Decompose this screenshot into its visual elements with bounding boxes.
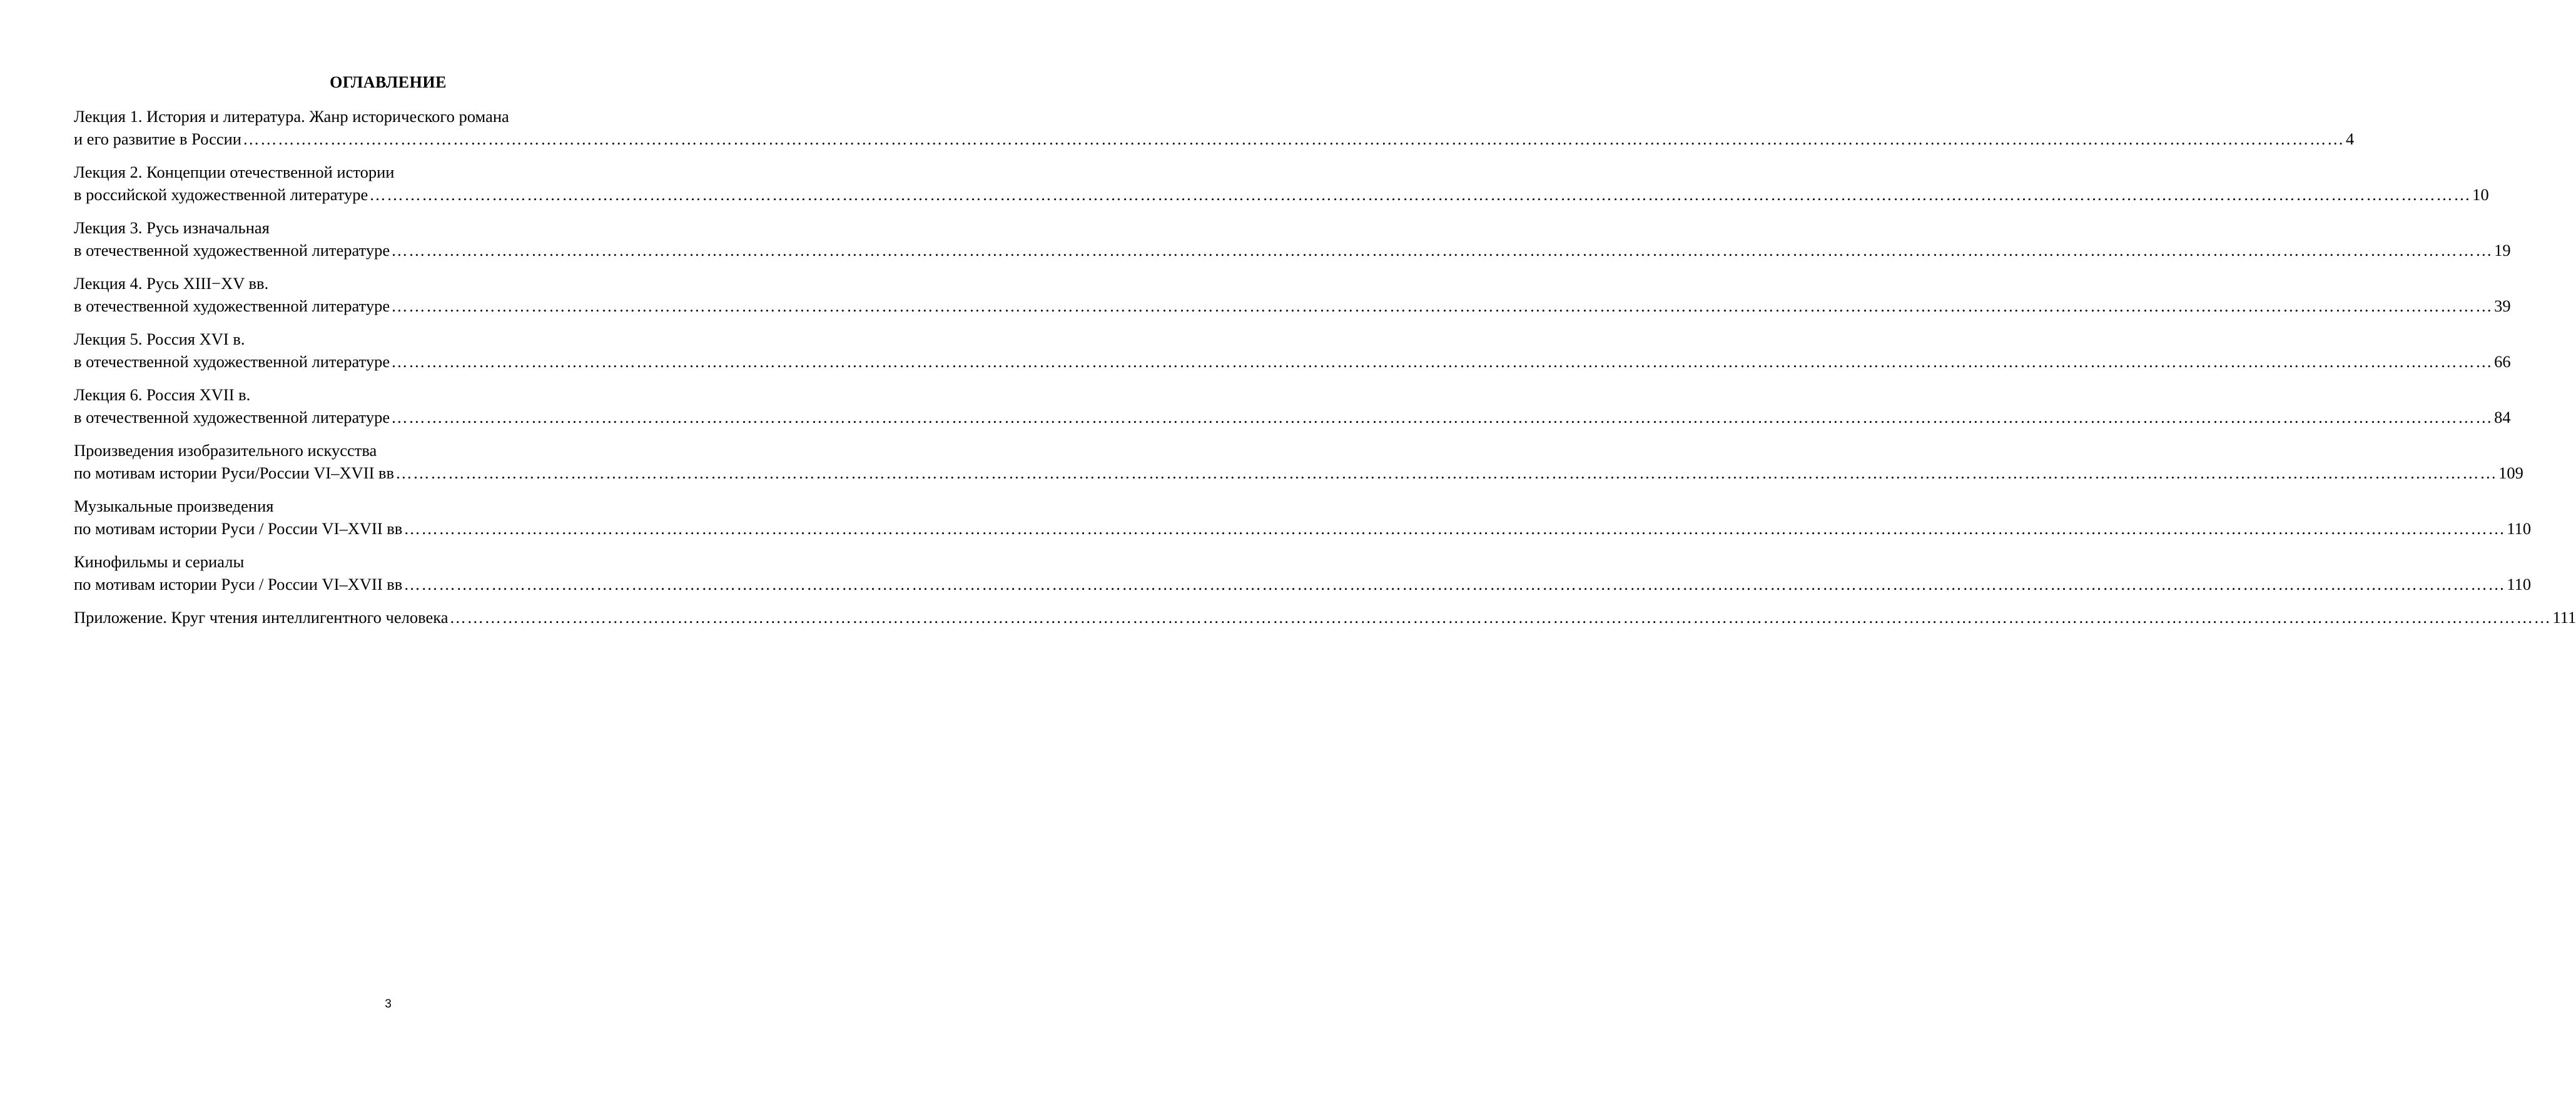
toc-page-number: 19 — [2494, 241, 2511, 260]
toc-entry-films[interactable] — [74, 550, 2532, 595]
toc-entry-lecture-6[interactable] — [74, 383, 2511, 428]
toc-entry-title: Лекция 2. Концепции отечественной истории — [74, 163, 395, 181]
toc-page-number: 10 — [2472, 185, 2489, 204]
dot-leader: ……………………………………………………………………………………………………………………………………………………………………………………………………………………………………………………………………………………………………………………………… — [391, 296, 2493, 315]
toc-entry-title: Лекция 5. Россия XVI в. — [74, 330, 245, 348]
toc-entry-title: Лекция 4. Русь XIII−XV вв. — [74, 274, 269, 293]
dot-leader: ……………………………………………………………………………………………………………………………………………………………………………………………………………………………………………………………………………………………………………………………… — [403, 519, 2506, 538]
toc-page-number: 4 — [2346, 129, 2355, 148]
dot-leader: ……………………………………………………………………………………………………………………………………………………………………………………………………………………………………………………………………………………………………………………………… — [391, 241, 2493, 260]
dot-leader: ……………………………………………………………………………………………………………………………………………………………………………………………………………………………………………………………………………………………………………………………… — [243, 129, 2345, 148]
dot-leader: ……………………………………………………………………………………………………………………………………………………………………………………………………………………………………………………………………………………………………………………………… — [391, 352, 2493, 371]
toc-entry-lecture-3[interactable] — [74, 216, 2511, 261]
toc-entry-lecture-5[interactable] — [74, 328, 2511, 373]
dot-leader: ……………………………………………………………………………………………………………………………………………………………………………………………………………………………………………………………………………………………………………………………… — [403, 575, 2506, 594]
toc-entry-subtitle: в отечественной художественной литературе — [74, 296, 390, 315]
toc-page-number: 66 — [2494, 352, 2511, 371]
toc-entry-subtitle: в отечественной художественной литературе — [74, 352, 390, 371]
page-number: 3 — [385, 998, 392, 1011]
table-of-contents — [74, 105, 2576, 639]
toc-entry-appendix[interactable] — [74, 606, 2576, 629]
toc-page-number: 84 — [2494, 408, 2511, 427]
toc-entry-lecture-2[interactable] — [74, 161, 2489, 206]
toc-entry-music[interactable] — [74, 495, 2532, 540]
toc-page-number: 111 — [2552, 608, 2576, 627]
toc-entry-title: Приложение. Круг чтения интеллигентного человека — [74, 608, 449, 627]
toc-entry-title: Лекция 6. Россия XVII в. — [74, 385, 251, 404]
dot-leader: ……………………………………………………………………………………………………………………………………………………………………………………………………………………………………………………………………………………………………………………………… — [391, 408, 2493, 427]
toc-entry-title: Кинофильмы и сериалы — [74, 552, 245, 571]
toc-entry-lecture-4[interactable] — [74, 272, 2511, 317]
toc-page-number: 39 — [2494, 296, 2511, 315]
toc-entry-subtitle: по мотивам истории Руси / России VI–XVII вв — [74, 519, 403, 538]
toc-page-number: 110 — [2507, 575, 2532, 594]
toc-entry-title: Музыкальные произведения — [74, 497, 274, 515]
dot-leader: ……………………………………………………………………………………………………………………………………………………………………………………………………………………………………………………………………………………………………………………………… — [449, 608, 2552, 627]
toc-entry-subtitle: в отечественной художественной литературе — [74, 241, 390, 260]
toc-entry-lecture-1[interactable] — [74, 105, 2355, 150]
dot-leader: ……………………………………………………………………………………………………………………………………………………………………………………………………………………………………………………………………………………………………………………………… — [395, 463, 2498, 482]
toc-page-number: 110 — [2507, 519, 2532, 538]
dot-leader: ……………………………………………………………………………………………………………………………………………………………………………………………………………………………………………………………………………………………………………………………… — [369, 185, 2472, 204]
toc-entry-subtitle: по мотивам истории Руси/России VI–XVII вв — [74, 463, 395, 482]
toc-entry-subtitle: по мотивам истории Руси / России VI–XVII вв — [74, 575, 403, 594]
toc-entry-subtitle: и его развитие в России — [74, 129, 241, 148]
toc-entry-visual-arts[interactable] — [74, 439, 2523, 484]
page-title: ОГЛАВЛЕНИЕ — [330, 73, 447, 91]
toc-entry-title: Произведения изобразительного искусства — [74, 441, 377, 460]
toc-entry-subtitle: в отечественной художественной литературе — [74, 408, 390, 427]
toc-entry-subtitle: в российской художественной литературе — [74, 185, 368, 204]
toc-page-number: 109 — [2498, 463, 2523, 482]
toc-entry-title: Лекция 3. Русь изначальная — [74, 218, 270, 237]
toc-entry-title: Лекция 1. История и литература. Жанр исторического романа — [74, 107, 509, 126]
